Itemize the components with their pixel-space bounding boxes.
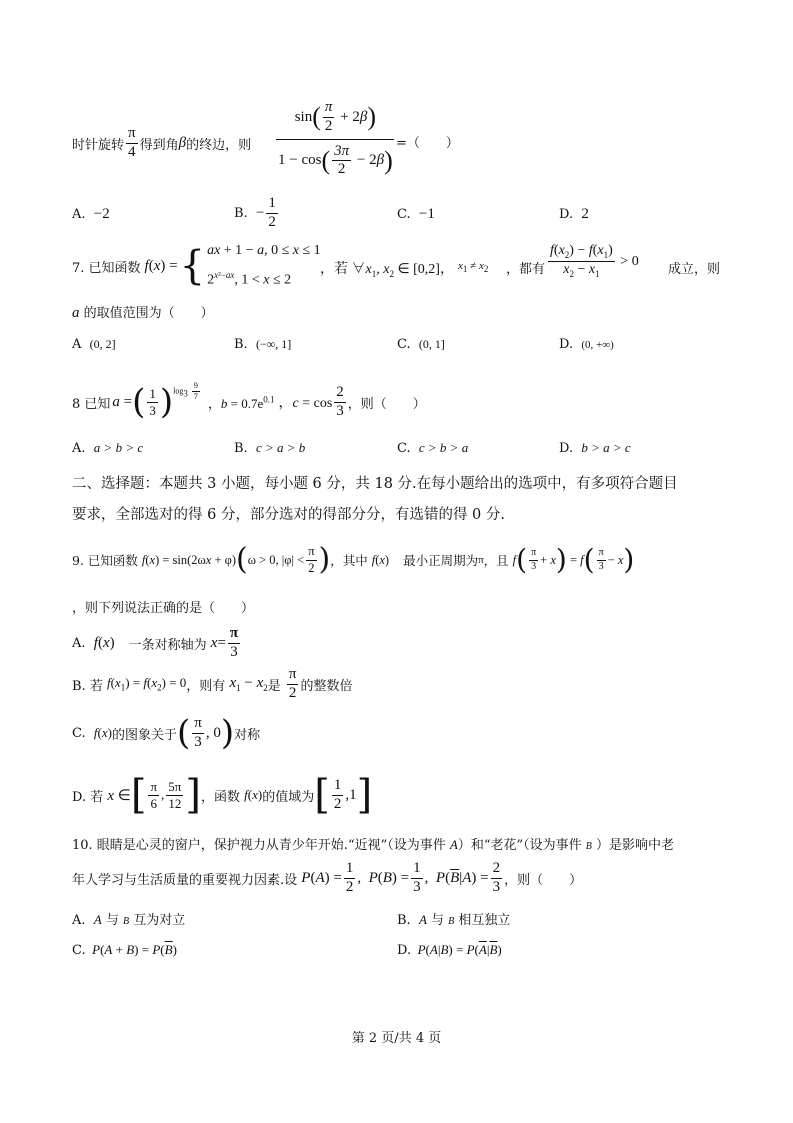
q9-stem2: ，则下列说法正确的是（ ） <box>72 601 255 616</box>
q7-line2: a 的取值范围为（ ） <box>72 305 214 321</box>
q10-option-c[interactable]: C. $P(A + B) = P(\overline{B})$ <box>72 942 177 958</box>
page-footer: 第 2 页/共 4 页 <box>351 1031 442 1046</box>
q9-stem: 9. 已知函数 f ( x ) = sin(2ωx + φ) ( ω > 0, |φ| < $\frac{\pi}{2}$ ) ，其中 f ( x ) 最小正周期为 π ，且 f ( $\frac{\pi}{3}$ + x ) = f ( $\frac{\pi}{3}$ − x ) <box>72 542 635 577</box>
q10-line1: 10. 眼睛是心灵的窗户，保护视力从青少年开始.“近视”（设为事件 A）和“老花”（设为事件 B ）是影响中老 <box>72 837 675 853</box>
q6-option-d[interactable]: D. 2 <box>559 206 589 222</box>
q6-option-c[interactable]: C. −1 <box>397 206 435 222</box>
q9-option-d[interactable]: D. 若 x ∈ [ $\frac{\pi}{6}$ , $\frac{5\pi}{12}$ ] ，函数 f(x) 的值域为 [ $\frac{1}{2}$ ,1 ] <box>72 772 373 818</box>
q8-option-b[interactable]: B. c > a > b <box>234 440 306 456</box>
q6-prefix: 时针旋转 <box>72 137 125 153</box>
q6-mid: 得到角 <box>139 137 179 153</box>
q7-option-b[interactable]: B. (−∞, 1] <box>234 337 292 352</box>
q6-option-b[interactable]: B. − $\frac{1}{2}$ <box>234 195 276 230</box>
q9-option-c[interactable]: C. f(x) 的图象关于 ( $\frac{\pi}{3}$ , 0 ) 对称 <box>72 713 261 753</box>
q6-fraction-numerator: sin ( $\frac{\pi}{2}$ + 2 β ) <box>294 99 377 134</box>
q6-stem <box>72 118 251 168</box>
q10-option-b[interactable]: B. A 与 B 相互独立 <box>397 912 511 928</box>
q7-neq: $x_1 \ne x_2$ <box>458 260 489 275</box>
q6-fraction <box>272 100 399 178</box>
q6-equals-blank: =（ ） <box>396 136 459 151</box>
q8-stem: 8 已知 a = ( $\frac{1}{3}$ ) $\log_3$ $\frac{9}{7}$ ，$b = 0.7e^{0.1}$ ，c = cos $\frac{2}{3}$ ，则（ ） <box>72 381 426 422</box>
q9-option-b[interactable]: B. 若 $f(x_1) = f(x_2) = 0$ ，则有 $x_1 - x_2$ 是 $\frac{\pi}{2}$ 的整数倍 <box>72 665 353 701</box>
q7-cond2: ，都有 <box>506 262 546 277</box>
q8-option-c[interactable]: C. c > b > a <box>397 440 469 456</box>
q7-case1: ax + 1 − a, 0 ≤ x ≤ 1 <box>207 243 321 259</box>
q7-case2: $2^{x^2-ax}$, 1 < x ≤ 2 <box>207 270 292 288</box>
section2-line1: 二、选择题：本题共 3 小题，每小题 6 分，共 18 分.在每小题给出的选项中，有多项符合题目 <box>72 476 678 492</box>
q7-option-c[interactable]: C. (0, 1] <box>397 337 445 352</box>
q9-option-a[interactable]: A. f ( x ) 一条对称轴为 x = $\frac{\pi}{3}$ <box>72 624 239 660</box>
q6-suffix: 的终边，则 <box>186 137 252 153</box>
q8-option-d[interactable]: D. b > a > c <box>559 440 631 456</box>
q7-option-a[interactable]: A (0, 2] <box>72 337 116 352</box>
pi-over-4: $\frac{\pi}{4}$ <box>128 124 136 160</box>
q7-option-d[interactable]: D. (0, +∞) <box>559 337 614 352</box>
beta-symbol: β <box>178 134 187 151</box>
q6-option-a[interactable]: A. −2 <box>72 206 110 222</box>
q10-option-a[interactable]: A. A 与 B 互为对立 <box>72 912 186 928</box>
q8-option-a[interactable]: A. a > b > c <box>72 440 144 456</box>
q7-inequality: $\frac{f(x_2) - f(x_1)}{x_2 - x_1}$ > 0 <box>550 243 639 280</box>
q6-fraction-denominator: 1 − cos ( $\frac{3\pi}{2}$ − 2 β ) <box>278 142 393 178</box>
q7-stem: 7. 已知函数 f ( x ) = { ax + 1 − a, 0 ≤ x ≤ 1 $2^{x^2-ax}$, 1 < x ≤ 2 <box>72 238 321 294</box>
q10-option-d[interactable]: D. $P(A|B) = P(\overline{A}|\overline{B})$ <box>397 942 502 958</box>
q7-condition: ，若 $\forall x_1$, $x_2$ ∈ [0,2]， <box>320 262 454 279</box>
section2-line2: 要求，全部选对的得 6 分，部分选对的得部分分，有选错的得 0 分. <box>72 507 505 523</box>
q7-tail: 成立，则 <box>668 262 721 277</box>
q10-line2: 年人学习与生活质量的重要视力因素.设 P(A) = $\frac{1}{2}$ , P(B) = $\frac{1}{3}$ , $P(\overline{B}|A)$ = $\frac{2}{3}$ ，则（ ） <box>72 859 583 895</box>
